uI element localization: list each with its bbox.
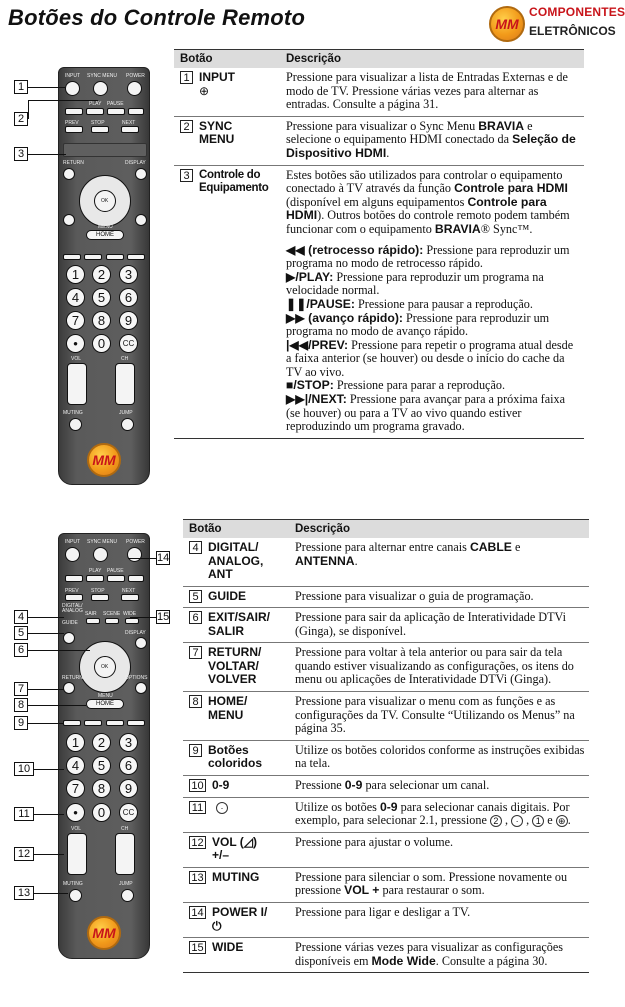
remote-label-return: RETURN (62, 675, 83, 681)
remote-label-jump: JUMP (119, 881, 133, 887)
remote-label-power: POWER (126, 539, 145, 545)
callout-9: 9 (14, 716, 28, 730)
table-row (183, 776, 589, 798)
remote-label-wide: WIDE (123, 611, 137, 617)
remote-logo-badge: MM (87, 916, 121, 950)
desc-text: e (544, 813, 556, 828)
logo-line-1: COMPONENTES (529, 5, 625, 19)
header-description: Descrição (289, 520, 589, 539)
num-7-button[interactable]: 7 (66, 779, 85, 798)
num-7-button[interactable]: 7 (66, 311, 85, 330)
remote-label-vol: VOL (71, 826, 82, 832)
callout-11: 11 (14, 807, 34, 821)
dot-button[interactable]: • (66, 334, 85, 353)
callout-14: 14 (157, 552, 170, 564)
desc-text: . (354, 553, 358, 568)
red-button[interactable] (63, 720, 81, 726)
row-number: 3 (180, 169, 193, 182)
logo-badge: MM (489, 6, 525, 42)
remote-label-ok: OK (101, 198, 109, 204)
control-text: Pressione para repetir o programa atual desde a faixa anterior (se houver) ou desde o início do cache da TV ao vivo. (286, 337, 574, 379)
row-button-name: EXIT/SAIR/ SALIR (208, 610, 271, 638)
row-number: 4 (189, 541, 202, 554)
remote-label-play: PLAY (89, 568, 102, 574)
callout-10: 10 (14, 762, 34, 776)
row-description (289, 538, 589, 586)
control-item (286, 298, 580, 312)
control-item (286, 271, 580, 298)
vol-rocker[interactable] (67, 363, 87, 405)
desc-emphasis: BRAVIA (434, 221, 481, 236)
blue-button[interactable] (127, 254, 145, 260)
callout-7: 7 (14, 682, 28, 696)
guide-button[interactable] (63, 168, 75, 180)
row-button-name: INPUT (199, 70, 235, 84)
blue-button[interactable] (127, 720, 145, 726)
remote-label-ok: OK (101, 664, 109, 670)
input-icon: ⊕ (199, 83, 210, 98)
row-number: 10 (189, 779, 206, 792)
control-label: ▶/PLAY: (286, 269, 334, 284)
row-number: 5 (189, 590, 202, 603)
table-row (183, 867, 589, 902)
num-3-button[interactable]: 3 (119, 733, 138, 752)
red-button[interactable] (63, 254, 81, 260)
green-button[interactable] (84, 720, 102, 726)
desc-text: Utilize os botões (295, 799, 380, 814)
row-description (289, 776, 589, 798)
table-row (183, 797, 589, 832)
remote-label-menu: MENU (98, 693, 113, 699)
header-button: Botão (174, 50, 280, 69)
row-number: 7 (189, 646, 202, 659)
ch-rocker[interactable] (115, 833, 135, 875)
play-button[interactable] (86, 108, 104, 115)
remote-label-sync-menu: SYNC MENU (87, 539, 118, 545)
desc-text: Pressione para visualizar o Sync Menu (286, 118, 479, 133)
brand-logo (489, 2, 625, 46)
control-text: Pressione para reproduzir um programa na velocidade normal. (286, 269, 544, 298)
remote-label-play: PLAY (89, 101, 102, 107)
remote-label-input: INPUT (65, 539, 80, 545)
home-button[interactable] (86, 699, 124, 709)
callout-line-10 (34, 769, 64, 770)
num-0-button[interactable]: 0 (92, 803, 111, 822)
callout-5: 5 (14, 626, 28, 640)
row-description: Utilize os botões 0-9 para selecionar canais digitais. Por exemplo, para selecionar 2.1, pressione 2 , · , 1 e ⊕ . (289, 797, 589, 832)
desc-text: e selecione o equipamento HDMI conectado da (286, 118, 533, 147)
table-row (183, 832, 589, 867)
rewind-button[interactable] (65, 575, 83, 582)
row-number: 13 (189, 871, 206, 884)
row-number: 2 (180, 120, 193, 133)
yellow-button[interactable] (106, 254, 124, 260)
yellow-button[interactable] (106, 720, 124, 726)
remote-control-top (58, 67, 150, 485)
desc-text: Pressione para silenciar o som. Pressione novamente ou pressione (295, 869, 568, 898)
control-label: ■/STOP: (286, 378, 334, 393)
row-description: Pressione para visualizar a lista de Entradas Externas e de modo de TV. Pressione várias vezes para alternar as entradas. Consulte a página 31. (280, 68, 584, 116)
remote-label-menu: MENU (98, 224, 113, 230)
control-text: Pressione para pausar a reprodução. (354, 296, 533, 311)
row-number: 1 (180, 71, 193, 84)
row-button-name: 0-9 (212, 778, 230, 793)
callout-4: 4 (14, 610, 28, 624)
row-button-name: HOME/ MENU (208, 694, 248, 722)
row-description (289, 867, 589, 902)
row-button-name: Botões coloridos (208, 742, 263, 771)
row-description (280, 165, 584, 438)
desc-text: ® Sync™. (480, 221, 533, 236)
remote-label-prev: PREV (65, 120, 79, 126)
remote-label-stop: STOP (91, 120, 105, 126)
return-button[interactable] (63, 214, 75, 226)
table-row (183, 608, 589, 643)
remote-label-stop: STOP (91, 588, 105, 594)
callout-line-5 (28, 633, 64, 634)
return-button[interactable] (63, 682, 75, 694)
num-9-button[interactable]: 9 (119, 779, 138, 798)
sync-menu-button[interactable] (93, 81, 108, 96)
num-6-button[interactable]: 6 (119, 756, 138, 775)
vol-rocker[interactable] (67, 833, 87, 875)
desc-text: e (511, 540, 521, 554)
exit-button[interactable] (86, 618, 100, 624)
remote-label-next: NEXT (122, 588, 136, 594)
callout-12: 12 (14, 847, 34, 861)
num-4-button[interactable]: 4 (66, 288, 85, 307)
power-button[interactable] (127, 547, 142, 562)
callout-line-6 (28, 650, 90, 651)
dot-button-icon: · (216, 802, 228, 814)
num-3-button[interactable]: 3 (119, 265, 138, 284)
row-description (280, 116, 584, 165)
display-button[interactable] (135, 637, 147, 649)
next-button[interactable] (121, 126, 139, 133)
row-number: 14 (189, 906, 206, 919)
num-2-icon: 2 (490, 815, 502, 827)
control-label: |◀◀/PREV: (286, 337, 349, 352)
fast-forward-button[interactable] (128, 575, 144, 582)
remote-label-next: NEXT (122, 120, 136, 126)
home-button[interactable] (86, 230, 124, 240)
remote-label-jump: JUMP (119, 410, 133, 416)
control-label: ▶▶|/NEXT: (286, 392, 347, 407)
row-number: 11 (189, 801, 206, 814)
remote-label-home: HOME (96, 701, 114, 707)
table-row (183, 938, 589, 973)
desc-emphasis: VOL + (344, 883, 380, 898)
table-row (183, 586, 589, 608)
header-description: Descrição (280, 50, 584, 69)
prev-button[interactable] (65, 594, 83, 601)
remote-label-vol: VOL (71, 356, 82, 362)
num-0-button[interactable]: 0 (92, 334, 111, 353)
remote-label-digital-analog: DIGITAL/ ANALOG (62, 603, 83, 614)
control-item (286, 393, 580, 434)
desc-emphasis: Seleção de Dispositivo HDMI (286, 132, 576, 160)
remote-label-prev: PREV (65, 588, 79, 594)
remote-label-guide: GUIDE (62, 620, 78, 626)
callout-line-15 (130, 617, 156, 618)
remote-label-exit: SAIR (85, 611, 97, 617)
power-button[interactable] (127, 81, 142, 96)
desc-text: Estes botões são utilizados para controlar o equipamento conectado à TV através da função (286, 167, 563, 196)
remote-label-display: DISPLAY (125, 630, 146, 636)
remote-label-pause: PAUSE (107, 101, 124, 107)
desc-text: para restaurar o som. (379, 883, 485, 898)
desc-text: para selecionar canais digitais. Por exemplo, para selecionar 2.1, pressione (295, 799, 570, 828)
stop-button[interactable] (91, 126, 109, 133)
row-description: Utilize os botões coloridos conforme as instruções exibidas na tela. (289, 740, 589, 775)
remote-label-input: INPUT (65, 73, 80, 79)
desc-emphasis: ANTENNA (295, 553, 355, 568)
callout-line-13 (34, 893, 68, 894)
row-description: Pressione para visualizar o guia de programação. (289, 586, 589, 608)
desc-text: (disponível em alguns equipamentos (286, 194, 468, 209)
remote-label-sync-menu: SYNC MENU (87, 73, 118, 79)
equipment-intro (286, 169, 580, 237)
dot-button[interactable]: • (66, 803, 85, 822)
dot-icon: · (511, 815, 523, 827)
num-8-button[interactable]: 8 (92, 779, 111, 798)
control-label: ◀◀ (retrocesso rápido): (286, 242, 424, 257)
desc-text: . Consulte a página 30. (435, 953, 548, 968)
remote-label-ch: CH (121, 356, 129, 362)
buttons-table-top (174, 49, 584, 439)
remote-control-bottom (58, 533, 150, 959)
num-2-button[interactable]: 2 (92, 265, 111, 284)
num-8-button[interactable]: 8 (92, 311, 111, 330)
desc-text: . (567, 813, 571, 828)
control-text: Pressione para parar a reprodução. (333, 378, 506, 393)
row-description: Pressione para sair da aplicação de Interatividade DTVi (Ginga), se disponível. (289, 608, 589, 643)
callout-line-3 (28, 154, 66, 155)
input-button[interactable] (65, 81, 80, 96)
num-5-button[interactable]: 5 (92, 288, 111, 307)
num-2-button[interactable]: 2 (92, 733, 111, 752)
stop-button[interactable] (91, 594, 109, 601)
muting-button[interactable] (69, 418, 82, 431)
cc-button[interactable]: CC (119, 803, 138, 822)
remote-logo-badge: MM (87, 443, 121, 477)
callout-line-14 (128, 558, 156, 559)
options-button[interactable] (135, 682, 147, 694)
remote-label-home: HOME (96, 232, 114, 238)
guide-button[interactable] (63, 632, 75, 644)
table-row (174, 165, 584, 438)
pause-button[interactable] (107, 575, 125, 582)
control-item (286, 312, 580, 339)
table-row (183, 903, 589, 938)
num-9-button[interactable]: 9 (119, 311, 138, 330)
next-button[interactable] (121, 594, 139, 601)
control-label: ▶▶ (avanço rápido): (286, 310, 403, 325)
callout-line-1 (28, 87, 65, 88)
table-row (174, 116, 584, 165)
buttons-table-bottom (183, 519, 589, 973)
callout-line-2b (28, 100, 98, 101)
input-button[interactable] (65, 547, 80, 562)
num-1-button[interactable]: 1 (66, 733, 85, 752)
callout-13: 13 (14, 886, 34, 900)
row-description: Pressione para visualizar o menu com as funções e as configurações da TV. Consulte “Utilizando os Menus” na página 35. (289, 692, 589, 741)
sync-menu-button[interactable] (93, 547, 108, 562)
control-text: Pressione para reproduzir um programa no modo de retrocesso rápido. (286, 242, 570, 271)
remote-label-pause: PAUSE (107, 568, 124, 574)
rewind-button[interactable] (65, 108, 83, 115)
callout-2: 2 (14, 112, 28, 126)
green-button[interactable] (84, 254, 102, 260)
desc-text: Pressione várias vezes para visualizar as configurações disponíveis em (295, 940, 564, 968)
row-button-name: MUTING (212, 869, 260, 884)
callout-line-9 (28, 723, 64, 724)
row-number: 15 (189, 941, 206, 954)
table-row (183, 643, 589, 692)
callout-line-11 (34, 814, 64, 815)
remote-label-scene: SCENE (103, 611, 121, 617)
remote-label-return: RETURN (63, 160, 84, 166)
control-text: Pressione para reproduzir um programa no modo de avanço rápido. (286, 310, 550, 339)
control-item (286, 379, 580, 393)
row-button-name: SYNC MENU (199, 118, 235, 147)
desc-text: ). Outros botões do controle remoto podem também funcionar com o equipamento (286, 208, 570, 236)
callout-6: 6 (14, 643, 28, 657)
callout-line-2 (28, 100, 29, 119)
function-row (63, 143, 147, 157)
prev-button[interactable] (65, 126, 83, 133)
desc-emphasis: BRAVIA (478, 118, 525, 133)
num-1-button[interactable]: 1 (66, 265, 85, 284)
callout-line-8 (28, 705, 86, 706)
play-button[interactable] (86, 575, 104, 582)
table-row (174, 68, 584, 116)
desc-text: Pressione (295, 778, 345, 793)
remote-label-muting: MUTING (63, 881, 83, 887)
desc-emphasis: Controle para HDMI (454, 181, 568, 196)
callout-8: 8 (14, 698, 28, 712)
display-button[interactable] (135, 168, 147, 180)
row-button-name: GUIDE (208, 588, 247, 603)
callout-line-12 (34, 854, 64, 855)
logo-line-2: ELETRÔNICOS (529, 24, 616, 38)
cc-button[interactable]: CC (119, 334, 138, 353)
remote-label-muting: MUTING (63, 410, 83, 416)
row-button-name: VOL (◿) +/– (212, 834, 258, 863)
ch-rocker[interactable] (115, 363, 135, 405)
callout-15: 15 (157, 611, 170, 623)
remote-label-power: POWER (126, 73, 145, 79)
callout-3: 3 (14, 147, 28, 161)
desc-emphasis: 0-9 (379, 799, 398, 814)
ok-icon: ⊕ (556, 815, 568, 827)
jump-button[interactable] (121, 889, 134, 902)
num-5-button[interactable]: 5 (92, 756, 111, 775)
callout-line-4 (28, 617, 64, 618)
num-1-icon: 1 (532, 815, 544, 827)
wide-button[interactable] (125, 618, 139, 624)
row-button-name: Controle do Equipamento (199, 168, 269, 195)
remote-label-options: OPTIONS (125, 675, 148, 681)
row-button-name: RETURN/ VOLTAR/ VOLVER (208, 645, 262, 687)
callout-line-7 (28, 689, 64, 690)
fast-forward-button[interactable] (128, 108, 144, 115)
row-button-name: POWER I/⏻ (212, 905, 268, 933)
desc-emphasis: Mode Wide (371, 953, 436, 968)
num-6-button[interactable]: 6 (119, 288, 138, 307)
muting-button[interactable] (69, 889, 82, 902)
row-number: 8 (189, 695, 202, 708)
table-row (183, 538, 589, 586)
num-4-button[interactable]: 4 (66, 756, 85, 775)
table-row (183, 692, 589, 741)
desc-emphasis: 0-9 (344, 778, 363, 793)
page-title: Botões do Controle Remoto (8, 5, 306, 30)
remote-label-display: DISPLAY (125, 160, 146, 166)
desc-text: Pressione para alternar entre canais (295, 540, 470, 554)
row-description: Pressione para ligar e desligar a TV. (289, 903, 589, 938)
row-button-name: DIGITAL/ ANALOG, ANT (208, 540, 264, 581)
desc-emphasis: CABLE (469, 540, 512, 554)
header-button: Botão (183, 520, 289, 539)
pause-button[interactable] (107, 108, 125, 115)
control-label: ❚❚/PAUSE: (286, 296, 355, 311)
row-description (289, 938, 589, 973)
jump-button[interactable] (121, 418, 134, 431)
control-item (286, 244, 580, 271)
desc-text: para selecionar um canal. (362, 778, 490, 793)
remote-label-ch: CH (121, 826, 129, 832)
desc-emphasis: Controle para HDMI (286, 194, 547, 223)
desc-text: . (386, 145, 390, 160)
row-button-name: WIDE (212, 940, 244, 954)
control-text: Pressione para avançar para a próxima faixa (se houver) ou para a TV ao vivo quando estiver reproduzindo um programa gravado. (286, 392, 566, 434)
row-description: Pressione para voltar à tela anterior ou para sair da tela quando estiver visualizando as configurações, os itens do menu ou aplicações de Interatividade DTVi (Ginga). (289, 643, 589, 692)
callout-1: 1 (14, 80, 28, 94)
row-number: 9 (189, 744, 202, 757)
options-button[interactable] (135, 214, 147, 226)
row-description: Pressione para ajustar o volume. (289, 832, 589, 867)
row-number: 12 (189, 836, 206, 849)
table-row (183, 740, 589, 775)
scene-button[interactable] (105, 618, 119, 624)
control-item (286, 339, 580, 380)
row-number: 6 (189, 611, 202, 624)
